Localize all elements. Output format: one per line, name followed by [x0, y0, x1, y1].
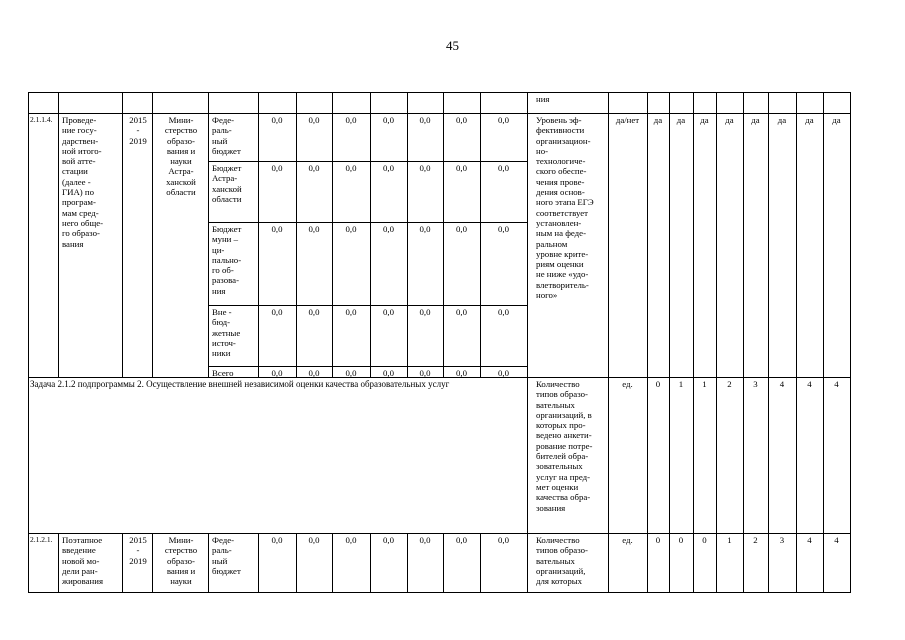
- funding-value: 0,0: [498, 115, 509, 125]
- target-value: 4: [779, 379, 785, 389]
- target-value: да: [700, 115, 709, 125]
- target-value: 4: [807, 535, 812, 545]
- column-rule: [768, 92, 769, 378]
- funding-value: 0,0: [498, 368, 509, 378]
- funding-value: 0,0: [345, 307, 357, 317]
- funding-value: 0,0: [308, 163, 320, 173]
- funding-value: 0,0: [271, 163, 283, 173]
- column-rule: [527, 533, 528, 593]
- target-value: 1: [678, 379, 684, 389]
- funding-value: 0,0: [271, 115, 283, 125]
- column-rule: [122, 533, 123, 593]
- measure-name: Проведе- ние госу- дарствен- ной итого- вой атте- стации (далее - ГИА) по програм- мам сред- него обще- го образо- вания: [62, 115, 104, 249]
- funding-value: 0,0: [308, 307, 320, 317]
- column-rule: [332, 92, 333, 378]
- funding-source: Бюджет Астра- ханской области: [212, 163, 242, 204]
- target-value: 0: [655, 535, 661, 545]
- funding-value: 0,0: [498, 535, 509, 545]
- column-rule: [647, 377, 648, 534]
- target-value: 3: [753, 379, 758, 389]
- column-rule: [527, 92, 528, 378]
- funding-source: Вне - бюд- жетные источ- ники: [212, 307, 241, 359]
- target-value: 4: [834, 379, 839, 389]
- funding-value: 0,0: [456, 115, 467, 125]
- funding-value: 0,0: [456, 163, 467, 173]
- target-value: да: [805, 115, 814, 125]
- funding-value: 0,0: [419, 307, 431, 317]
- target-value: да: [751, 115, 760, 125]
- target-value: да: [832, 115, 841, 125]
- column-rule: [850, 377, 851, 534]
- funding-value: 0,0: [308, 368, 320, 378]
- funding-value: 0,0: [456, 307, 467, 317]
- funding-value: 0,0: [419, 115, 431, 125]
- target-value: 0: [702, 535, 707, 545]
- funding-value: 0,0: [419, 163, 431, 173]
- indicator-continuation: ния: [536, 94, 550, 104]
- target-value: да: [725, 115, 734, 125]
- task-title: Задача 2.1.2 подпрограммы 2. Осуществление внешней независимой оценки качества образовательных услуг: [30, 379, 450, 389]
- column-rule: [743, 377, 744, 534]
- column-rule: [669, 377, 670, 534]
- target-value: 0: [678, 535, 684, 545]
- funding-value: 0,0: [345, 224, 357, 234]
- funding-value: 0,0: [456, 368, 467, 378]
- column-rule: [796, 92, 797, 378]
- funding-value: 0,0: [271, 307, 283, 317]
- target-value: 3: [779, 535, 785, 545]
- column-rule: [28, 92, 29, 378]
- column-rule: [527, 377, 528, 534]
- target-value: 2: [753, 535, 758, 545]
- column-rule: [716, 92, 717, 378]
- funding-value: 0,0: [271, 368, 283, 378]
- target-value: 4: [834, 535, 839, 545]
- column-rule: [693, 377, 694, 534]
- column-rule: [152, 533, 153, 593]
- funding-value: 0,0: [383, 115, 394, 125]
- row-code: 2.1.2.1.: [30, 535, 53, 544]
- target-value: да: [777, 115, 787, 125]
- funding-value: 0,0: [419, 535, 431, 545]
- funding-value: 0,0: [271, 224, 283, 234]
- column-rule: [823, 377, 824, 534]
- column-rule: [850, 533, 851, 593]
- funding-source: Феде- раль- ный бюджет: [212, 535, 241, 576]
- funding-value: 0,0: [345, 368, 357, 378]
- measure-name: Поэтапное введение новой мо- дели ран- жирования: [62, 535, 103, 587]
- funding-source: Бюджет муни – ци- пально- го об- разова- ния: [212, 224, 242, 296]
- column-rule: [208, 92, 209, 378]
- funding-source: Феде- раль- ный бюджет: [212, 115, 241, 156]
- column-rule: [768, 377, 769, 534]
- target-value: 0: [655, 379, 661, 389]
- target-value: да: [676, 115, 686, 125]
- target-value: 4: [807, 379, 812, 389]
- column-rule: [647, 92, 648, 378]
- column-rule: [480, 92, 481, 378]
- funding-value: 0,0: [498, 224, 509, 234]
- column-rule: [370, 92, 371, 378]
- funding-value: 0,0: [383, 368, 394, 378]
- funding-value: 0,0: [308, 535, 320, 545]
- funding-value: 0,0: [419, 224, 431, 234]
- target-value: 2: [727, 379, 732, 389]
- funding-value: 0,0: [383, 163, 394, 173]
- column-rule: [716, 377, 717, 534]
- column-rule: [122, 92, 123, 378]
- column-rule: [796, 377, 797, 534]
- funding-value: 0,0: [498, 307, 509, 317]
- column-rule: [850, 92, 851, 378]
- column-rule: [693, 92, 694, 378]
- column-rule: [669, 92, 670, 378]
- page-number: 45: [446, 38, 459, 53]
- funding-value: 0,0: [383, 535, 394, 545]
- target-value: 1: [727, 535, 732, 545]
- unit: ед.: [622, 379, 633, 389]
- executor: Мини- стерство образо- вания и науки Астра- ханской области: [164, 115, 198, 198]
- indicator-text: Количество типов образо- вательных организаций, для которых: [536, 535, 588, 587]
- funding-source: Всего: [212, 368, 234, 378]
- funding-value: 0,0: [345, 115, 357, 125]
- target-value: 1: [702, 379, 707, 389]
- funding-value: 0,0: [383, 307, 394, 317]
- executor: Мини- стерство образо- вания и науки: [164, 535, 198, 587]
- funding-value: 0,0: [498, 163, 509, 173]
- column-rule: [296, 92, 297, 378]
- indicator-text: Количество типов образо- вательных организаций, в которых про- ведено анкети- рование потре- бителей обра- зовательных услуг на пред- мет оценки качества обра- зования: [536, 379, 593, 513]
- indicator-text: Уровень эф- фективности организацион- но- технологиче- ского обеспе- чения прове- дения основ- ного этапа ЕГЭ соответствует установлен- ным на феде- ральном уровне крите- риям оценки не ниже «удо- влетворитель- ного»: [536, 115, 594, 301]
- unit: да/нет: [615, 115, 640, 125]
- funding-value: 0,0: [345, 163, 357, 173]
- column-rule: [743, 92, 744, 378]
- funding-value: 0,0: [456, 224, 467, 234]
- funding-value: 0,0: [383, 224, 394, 234]
- unit: ед.: [622, 535, 633, 545]
- column-rule: [58, 92, 59, 378]
- column-rule: [28, 533, 29, 593]
- period: 2015 - 2019: [129, 535, 147, 566]
- column-rule: [407, 92, 408, 378]
- target-value: да: [653, 115, 663, 125]
- funding-value: 0,0: [308, 115, 320, 125]
- column-rule: [208, 533, 209, 593]
- funding-value: 0,0: [419, 368, 431, 378]
- funding-value: 0,0: [271, 535, 283, 545]
- column-rule: [443, 92, 444, 378]
- row-code: 2.1.1.4.: [30, 115, 53, 124]
- column-rule: [152, 92, 153, 378]
- column-rule: [823, 92, 824, 378]
- funding-value: 0,0: [308, 224, 320, 234]
- funding-value: 0,0: [345, 535, 357, 545]
- funding-value: 0,0: [456, 535, 467, 545]
- column-rule: [28, 377, 29, 534]
- period: 2015 - 2019: [129, 115, 147, 146]
